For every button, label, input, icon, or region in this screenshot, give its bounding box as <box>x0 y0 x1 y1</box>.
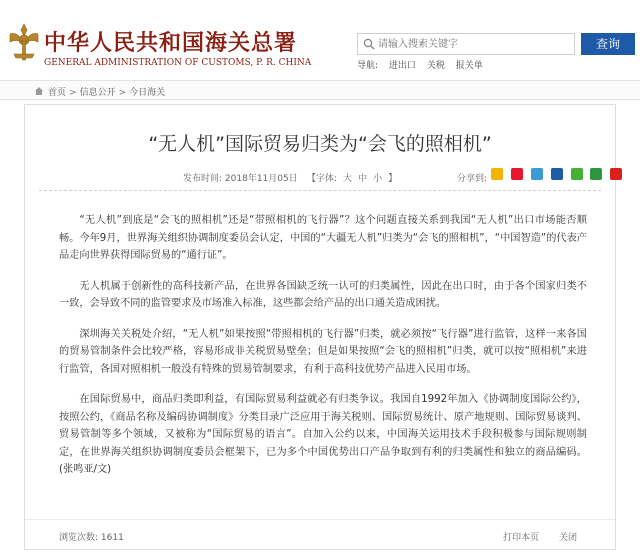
breadcrumb-home[interactable]: 首页 <box>48 88 67 98</box>
print-page-link[interactable]: 打印本页 <box>503 533 540 543</box>
close-link[interactable]: 关闭 <box>559 533 578 543</box>
view-count-value: 1611 <box>100 533 124 543</box>
article-body <box>59 212 587 492</box>
search-box[interactable] <box>357 33 575 55</box>
breadcrumb-separator: > <box>69 88 77 98</box>
article-panel <box>24 104 616 550</box>
article-paragraph: 在国际贸易中，商品归类即利益，有国际贸易利益就必有归类争议。我国自1992年加入《协调制度国际公约》，按照公约，《商品名称及编码协调制度》分类目录广泛应用于海关税则、国际贸易统计、原产地规则、国际贸易谈判、贸易管制等多个领域，又被称为“国际贸易的语言”。自加入公约以来，中国海关运用技术手段积极参与国际规则制定，在世界海关组织协调制度委员会框架下，已为多个中国优势出口产品争取到有利的归类属性和独立的商品编码。(张鸣亚/文) <box>59 394 587 475</box>
font-size-close: 】 <box>388 174 398 184</box>
view-count-label: 浏览次数: <box>59 533 99 543</box>
font-size-label: 【字体: <box>307 174 338 184</box>
publish-date <box>183 171 298 184</box>
article-title: “无人机”国际贸易归类为“会飞的照相机” <box>148 133 492 155</box>
font-size-switcher <box>307 171 403 184</box>
quick-links-label: 导航: <box>357 61 379 71</box>
search-button[interactable]: 查询 <box>581 33 635 55</box>
site-logo-subtitle: GENERAL ADMINISTRATION OF CUSTOMS, P. R. CHINA <box>44 58 312 68</box>
douban-icon[interactable] <box>590 168 602 180</box>
weibo-icon[interactable] <box>511 168 523 180</box>
view-count <box>59 530 124 543</box>
quick-links <box>357 58 491 71</box>
breadcrumb-info-public[interactable]: 信息公开 <box>79 88 116 98</box>
article-footer <box>25 519 615 549</box>
site-logo-title[interactable]: 中华人民共和国海关总署 <box>44 30 298 56</box>
breadcrumb-bar <box>0 80 640 100</box>
breadcrumb-today-customs[interactable]: 今日海关 <box>129 88 166 98</box>
tencent-weibo-icon[interactable] <box>531 168 543 180</box>
search-input[interactable] <box>378 35 572 53</box>
site-header <box>0 0 640 76</box>
publish-date-value: 2018年11月05日 <box>224 174 298 184</box>
font-size-large[interactable]: 大 <box>343 174 353 184</box>
quick-link-declaration[interactable]: 报关单 <box>455 61 483 71</box>
quick-link-import-export[interactable]: 进出口 <box>388 61 416 71</box>
breadcrumb <box>48 85 165 98</box>
home-icon <box>34 86 44 96</box>
adobe-icon[interactable] <box>610 168 622 180</box>
article-paragraph: 无人机属于创新性的高科技新产品，在世界各国缺乏统一认可的归类属性，因此在出口时，由于各个国家归类不一致，会导致不同的监管要求及市场准入标准，这些都会给产品的出口通关造成困扰。 <box>59 280 587 309</box>
publish-date-label: 发布时间: <box>183 174 223 184</box>
wechat-icon[interactable] <box>571 168 583 180</box>
article-paragraph: “无人机”到底是“会飞的照相机”还是“带照相机的飞行器”？这个问题直接关系到我国“无人机”出口市场能否顺畅。今年9月，世界海关组织协调制度委员会认定，中国的“大疆无人机”归类为“会飞的照相机”，“中国智造”的代表产品走向世界获得国际贸易的“通行证”。 <box>59 215 587 261</box>
article-meta <box>25 168 615 186</box>
renren-icon[interactable] <box>551 168 563 180</box>
breadcrumb-separator: > <box>118 88 127 98</box>
share-label: 分享到: <box>457 174 488 184</box>
search-icon <box>363 38 375 50</box>
meta-divider <box>39 190 601 191</box>
font-size-small[interactable]: 小 <box>373 174 383 184</box>
article-paragraph: 深圳海关关税处介绍，“无人机”如果按照“带照相机的飞行器”归类，就必须按“飞行器”进行监管，这样一来各国的贸易管制条件会比较严格，容易形成非关税贸易壁垒；但是如果按照“会飞的照相机”归类，就可以按“照相机”来进行监管，各国对照相机一般没有特殊的贸易管制要求，有利于高科技优势产品进入民用市场。 <box>59 328 587 375</box>
font-size-medium[interactable]: 中 <box>358 174 368 184</box>
share-icons <box>491 168 627 184</box>
quick-link-tariff[interactable]: 关税 <box>426 61 445 71</box>
customs-emblem-icon <box>6 20 42 64</box>
qzone-icon[interactable] <box>491 168 503 180</box>
